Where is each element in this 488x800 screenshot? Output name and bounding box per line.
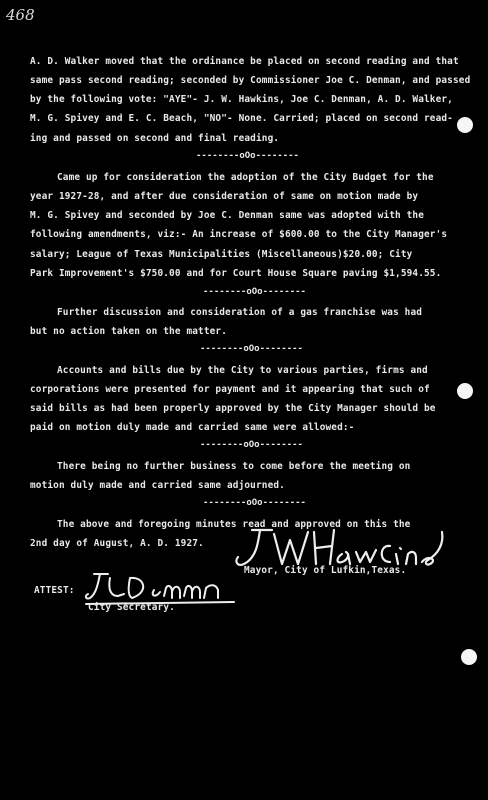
section-divider: --------oOo-------- bbox=[196, 151, 299, 161]
paragraph-3-line: Further discussion and consideration of a gas franchise was had bbox=[57, 307, 423, 318]
paragraph-6-line: 2nd day of August, A. D. 1927. bbox=[30, 538, 204, 549]
paragraph-1-line: M. G. Spivey and E. C. Beach, "NO"- None. Carried; placed on second read- bbox=[30, 113, 453, 124]
paragraph-2-line: Park Improvement's $750.00 and for Court House Square paving $1,594.55. bbox=[30, 268, 442, 279]
paragraph-1-line: A. D. Walker moved that the ordinance be placed on second reading and that bbox=[30, 56, 459, 67]
paragraph-2-line: salary; League of Texas Municipalities (Miscellaneous)$20.00; City bbox=[30, 249, 413, 260]
section-divider: --------oOo-------- bbox=[200, 440, 303, 450]
paragraph-5-line: There being no further business to come before the meeting on bbox=[57, 461, 411, 472]
section-divider: --------oOo-------- bbox=[200, 344, 303, 354]
paragraph-1-line: same pass second reading; seconded by Commissioner Joe C. Denman, and passed bbox=[30, 75, 471, 86]
punch-hole bbox=[461, 649, 477, 665]
paragraph-4-line: said bills as had been properly approved by the City Manager should be bbox=[30, 403, 436, 414]
paragraph-4-line: corporations were presented for payment and it appearing that such of bbox=[30, 384, 430, 395]
section-divider: --------oOo-------- bbox=[203, 498, 306, 508]
punch-hole bbox=[457, 383, 473, 399]
paragraph-4-line: paid on motion duly made and carried same were allowed:- bbox=[30, 422, 355, 433]
paragraph-2-line: M. G. Spivey and seconded by Joe C. Denman same was adopted with the bbox=[30, 210, 425, 221]
paragraph-6-line: The above and foregoing minutes read and approved on this the bbox=[57, 519, 411, 530]
paragraph-2-line: year 1927-28, and after due consideration of same on motion made by bbox=[30, 191, 419, 202]
punch-hole bbox=[457, 117, 473, 133]
paragraph-1-line: by the following vote: "AYE"- J. W. Hawkins, Joe C. Denman, A. D. Walker, bbox=[30, 94, 453, 105]
paragraph-1-line: ing and passed on second and final reading. bbox=[30, 133, 280, 144]
paragraph-4-line: Accounts and bills due by the City to various parties, firms and bbox=[57, 365, 428, 376]
paragraph-5-line: motion duly made and carried same adjourned. bbox=[30, 480, 285, 491]
mayor-title: Mayor, City of Lufkin,Texas. bbox=[244, 565, 407, 576]
paragraph-2-line: Came up for consideration the adoption of the City Budget for the bbox=[57, 172, 434, 183]
page-corner-mark: 468 bbox=[6, 6, 35, 24]
section-divider: --------oOo-------- bbox=[203, 287, 306, 297]
paragraph-2-line: following amendments, viz:- An increase of $600.00 to the City Manager's bbox=[30, 229, 448, 240]
secretary-title: City Secretary. bbox=[88, 602, 175, 613]
attest-label: ATTEST: bbox=[34, 585, 75, 596]
paragraph-3-line: but no action taken on the matter. bbox=[30, 326, 228, 337]
